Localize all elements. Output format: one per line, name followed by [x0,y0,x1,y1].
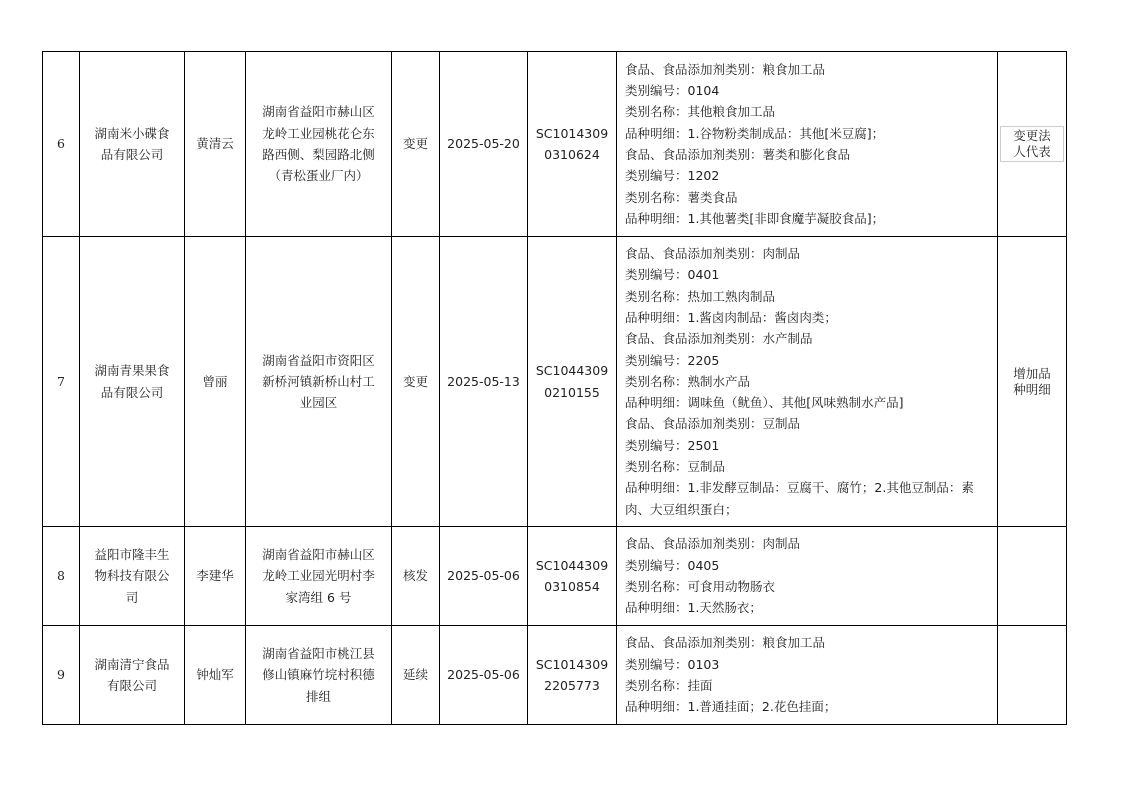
detail-line: 类别名称：热加工熟肉制品 [625,288,776,304]
company-name-line: 湖南青果果食 [94,363,170,379]
company-name-line: 湖南米小碟食 [94,125,170,141]
detail-line: 食品、食品添加剂类别：豆制品 [625,416,801,432]
detail-line: 品种明细：1.谷物粉类制成品：其他[米豆腐]； [625,125,885,141]
product-details [617,52,998,237]
detail-line: 品种明细：1.普通挂面；2.花色挂面； [625,699,837,715]
product-details [617,527,998,626]
detail-line: 类别编号：2205 [625,352,720,368]
detail-line: 类别名称：熟制水产品 [625,373,751,389]
product-details [617,626,998,725]
license-number [528,527,617,626]
address-line: 龙岭工业园光明村李 [262,568,375,584]
license-table [42,51,1067,725]
detail-line: 食品、食品添加剂类别：肉制品 [625,536,801,552]
address-line: 湖南省益阳市资阳区 [262,352,375,368]
production-address [246,237,392,527]
remark-line: 人代表 [1013,144,1051,159]
license-number-line: 0310624 [544,147,600,162]
detail-line: 食品、食品添加剂类别：水产制品 [625,331,813,347]
license-number-line: SC1014309 [535,656,609,672]
legal-representative: 曾丽 [185,237,246,527]
table-row [43,626,1067,725]
company-name-line: 湖南清宁食品 [94,656,170,672]
license-number-line: SC1044309 [535,363,609,379]
legal-representative: 钟灿军 [185,626,246,725]
license-number-line: SC1044309 [535,557,609,573]
address-line: （青松蛋业厂内） [268,168,369,184]
legal-representative: 黄清云 [185,52,246,237]
table-row [43,237,1067,527]
address-line: 业园区 [299,395,338,411]
remark-line: 变更法 [1013,128,1051,143]
address-line: 湖南省益阳市赫山区 [262,104,375,120]
issue-date: 2025-05-06 [440,527,528,626]
row-number: 9 [43,626,80,725]
table-row [43,52,1067,237]
detail-line: 类别名称：豆制品 [625,459,726,475]
detail-line: 类别编号：0104 [625,83,720,99]
remark [998,626,1067,725]
detail-line: 类别名称：挂面 [625,678,713,693]
license-type: 延续 [392,626,440,725]
license-number [528,52,617,237]
issue-date: 2025-05-20 [440,52,528,237]
detail-line: 类别编号：0103 [625,656,720,672]
company-name-line: 品有限公司 [100,147,164,162]
license-type: 变更 [392,237,440,527]
detail-line: 类别编号：0405 [625,557,720,573]
company-name [80,52,185,237]
issue-date: 2025-05-13 [440,237,528,527]
license-number-line: 0210155 [544,384,600,400]
address-line: 路西侧、梨园路北侧 [262,147,375,162]
remark-line: 种明细 [1013,381,1051,397]
table-row [43,527,1067,626]
production-address [246,527,392,626]
company-name [80,527,185,626]
detail-line: 食品、食品添加剂类别：粮食加工品 [625,635,826,651]
license-number-line: 0310854 [544,579,600,594]
detail-line: 品种明细：1.酱卤肉制品：酱卤肉类； [625,309,837,325]
detail-line: 食品、食品添加剂类别：粮食加工品 [625,61,826,77]
legal-representative: 李建华 [185,527,246,626]
remark [998,527,1067,626]
company-name-line: 物科技有限公 [94,568,170,584]
detail-line: 肉、大豆组织蛋白； [625,501,738,517]
company-name [80,237,185,527]
license-type: 核发 [392,527,440,626]
company-name-line: 司 [125,589,139,605]
detail-line: 品种明细：1.其他薯类[非即食魔芋凝胶食品]； [625,210,885,226]
license-type: 变更 [392,52,440,237]
detail-line: 品种明细：1.天然肠衣； [625,600,762,616]
company-name-line: 品有限公司 [100,384,164,400]
detail-line: 类别编号：0401 [625,267,720,283]
row-number: 6 [43,52,80,237]
address-line: 湖南省益阳市赫山区 [262,547,375,563]
remark-line: 增加品 [1013,365,1051,381]
license-number [528,237,617,527]
address-line: 龙岭工业园桃花仑东 [262,125,375,141]
address-line: 家湾组 6 号 [285,589,352,605]
detail-line: 食品、食品添加剂类别：薯类和膨化食品 [625,147,851,162]
address-line: 修山镇麻竹垸村积德 [262,667,375,683]
detail-line: 类别名称：薯类食品 [625,189,738,205]
company-name-line: 有限公司 [106,678,157,693]
detail-line: 类别名称：其他粮食加工品 [625,104,776,120]
address-line: 新桥河镇新桥山村工 [262,373,375,389]
production-address [246,626,392,725]
license-number-line: 2205773 [544,678,600,693]
detail-line: 品种明细：1.非发酵豆制品：豆腐干、腐竹；2.其他豆制品：素 [625,480,974,496]
detail-line: 食品、食品添加剂类别：肉制品 [625,246,801,262]
address-line: 湖南省益阳市桃江县 [262,646,375,662]
remark [998,237,1067,527]
remark [998,52,1067,237]
detail-line: 类别名称：可食用动物肠衣 [625,579,776,594]
license-number-line: SC1014309 [535,125,609,141]
product-details [617,237,998,527]
detail-line: 品种明细：调味鱼（鱿鱼）、其他[风味熟制水产品] [625,395,904,411]
table-body [43,52,1067,725]
license-number [528,626,617,725]
company-name-line: 益阳市隆丰生 [94,547,170,563]
address-line: 排组 [305,688,331,704]
detail-line: 类别编号：1202 [625,168,720,184]
remark-text [1000,126,1064,162]
row-number: 8 [43,527,80,626]
row-number: 7 [43,237,80,527]
remark-text [998,366,1066,398]
company-name [80,626,185,725]
production-address [246,52,392,237]
detail-line: 类别编号：2501 [625,437,720,453]
issue-date: 2025-05-06 [440,626,528,725]
